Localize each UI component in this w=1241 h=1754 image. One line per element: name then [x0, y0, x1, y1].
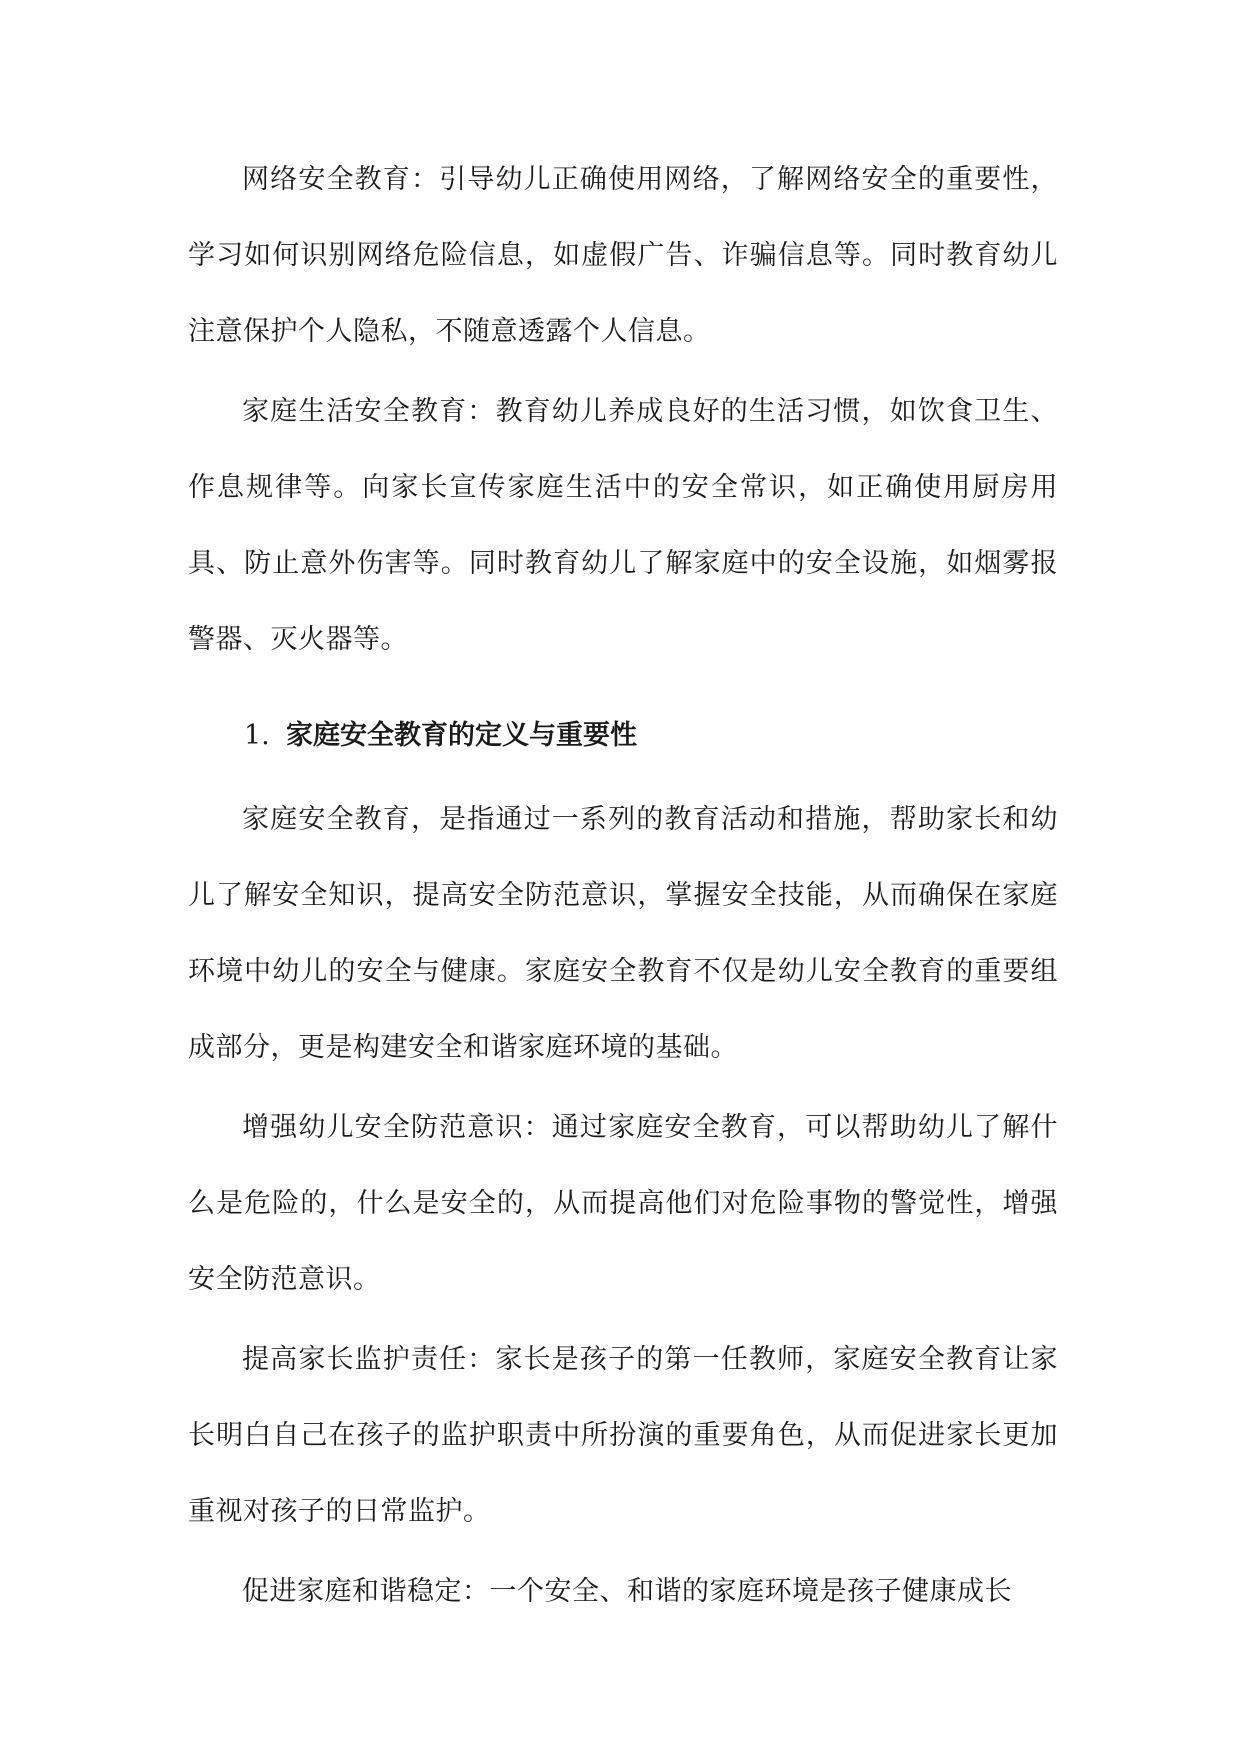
- paragraph-family-harmony: 促进家庭和谐稳定：一个安全、和谐的家庭环境是孩子健康成长: [242, 1576, 1012, 1607]
- paragraph-network-safety: 网络安全教育：引导幼儿正确使用网络，了解网络安全的重要性，学习如何识别网络危险信息，如虚假广告、诈骗信息等。同时教育幼儿注意保护个人隐私，不随意透露个人信息。: [188, 164, 1058, 347]
- section-number: 1.: [244, 720, 270, 751]
- paragraph-definition: 家庭安全教育，是指通过一系列的教育活动和措施，帮助家长和幼儿了解安全知识，提高安全防范意识，掌握安全技能，从而确保在家庭环境中幼儿的安全与健康。家庭安全教育不仅是幼儿安全教育的重要组成部分，更是构建安全和谐家庭环境的基础。: [188, 804, 1058, 1063]
- document-page: [188, 142, 1058, 1634]
- section-heading: [188, 682, 1058, 774]
- paragraph-home-life-safety: 家庭生活安全教育：教育幼儿养成良好的生活习惯，如饮食卫生、作息规律等。向家长宣传家庭生活中的安全常识，如正确使用厨房用具、防止意外伤害等。同时教育幼儿了解家庭中的安全设施，如烟雾报警器、灭火器等。: [188, 396, 1058, 655]
- paragraph-parent-responsibility: 提高家长监护责任：家长是孩子的第一任教师，家庭安全教育让家长明白自己在孩子的监护职责中所扮演的重要角色，从而促进家长更加重视对孩子的日常监护。: [188, 1344, 1058, 1527]
- paragraph-child-awareness: 增强幼儿安全防范意识：通过家庭安全教育，可以帮助幼儿了解什么是危险的，什么是安全的，从而提高他们对危险事物的警觉性，增强安全防范意识。: [188, 1112, 1058, 1295]
- section-title: 家庭安全教育的定义与重要性: [286, 720, 637, 751]
